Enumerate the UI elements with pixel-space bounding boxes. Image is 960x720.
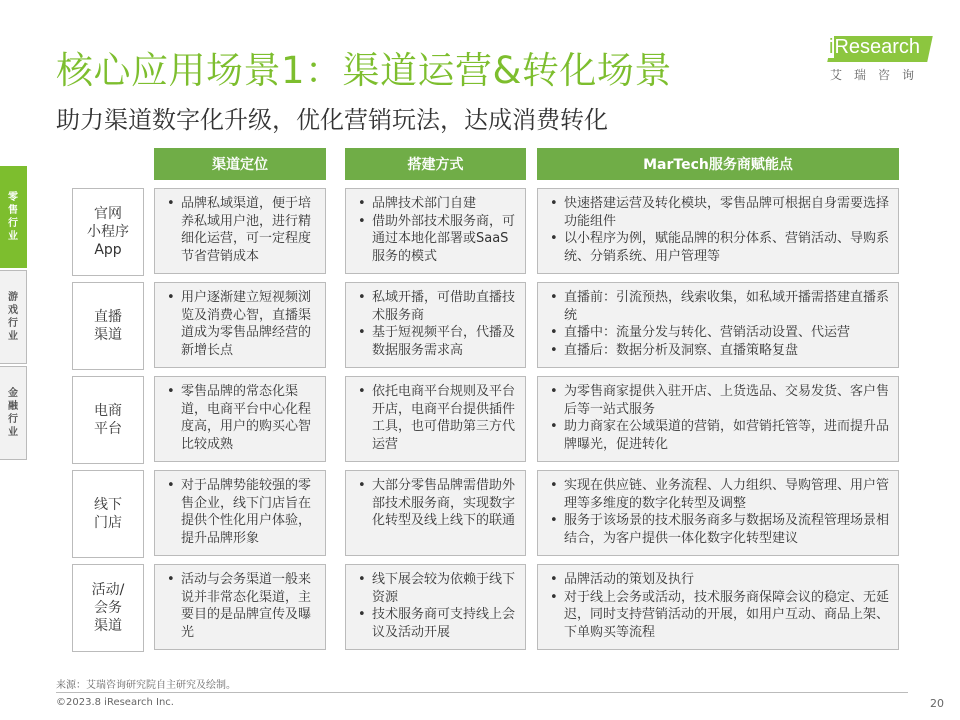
bullet-item: • 对于品牌势能较强的零售企业，线下门店旨在提供个性化用户体验，提升品牌形象 [181,477,319,547]
bullet-item: • 大部分零售品牌需借助外部技术服务商，实现数字化转型及线上线下的联通 [372,477,519,530]
footer-divider [56,692,908,693]
channel-position-cell [154,376,326,462]
iresearch-logo [824,30,934,86]
bullet-item: • 线下展会较为依赖于线下资源 [372,571,519,606]
channel-position-cell [154,564,326,650]
row-label-line: 门店 [94,515,122,531]
build-method-cell [345,470,526,556]
row-label-line: 渠道 [94,618,122,634]
bullet-item: • 以小程序为例，赋能品牌的积分体系、营销活动、导购系统、分销系统、用户管理等 [564,230,892,265]
martech-cell [537,470,899,556]
bullet-item: • 零售品牌的常态化渠道，电商平台中心化程度高，用户的购买心智比较成熟 [181,383,319,453]
row-label-line: 线下 [94,497,122,513]
row-label [72,376,144,464]
row-label-line: 渠道 [94,327,122,343]
build-method-cell [345,564,526,650]
bullet-item: • 私域开播，可借助直播技术服务商 [372,289,519,324]
martech-cell [537,282,899,368]
row-label [72,188,144,276]
bullet-item: • 直播后：数据分析及洞察、直播策略复盘 [564,342,892,360]
bullet-item: • 直播前：引流预热，线索收集，如私域开播需搭建直播系统 [564,289,892,324]
bullet-item: • 直播中：流量分发与转化、营销活动设置、代运营 [564,324,892,342]
page-subtitle: 助力渠道数字化升级，优化营销玩法，达成消费转化 [56,106,608,134]
row-label-line: 会务 [94,600,122,616]
row-label-line: 官网 [94,206,122,222]
logo-chinese-name: 艾瑞咨询 [830,68,927,82]
channel-position-cell [154,470,326,556]
side-tab-retail[interactable]: 零售行业 [0,166,27,268]
side-tab-finance[interactable]: 金融行业 [0,366,27,460]
bullet-item: • 助力商家在公域渠道的营销，如营销托管等，进而提升品牌曝光，促进转化 [564,418,892,453]
bullet-item: • 技术服务商可支持线上会议及活动开展 [372,606,519,641]
logo-brand: iResearch [829,36,921,58]
side-tab-gaming[interactable]: 游戏行业 [0,270,27,364]
channel-position-cell [154,282,326,368]
copyright: ©2023.8 iResearch Inc. [56,697,174,708]
bullet-item: • 服务于该场景的技术服务商多与数据场及流程管理场景相结合，为客户提供一体化数字化转型建议 [564,512,892,547]
industry-side-tabs [0,166,28,462]
page-title: 核心应用场景1：渠道运营&转化场景 [56,49,672,92]
bullet-item: • 快速搭建运营及转化模块，零售品牌可根据自身需要选择功能组件 [564,195,892,230]
martech-cell [537,564,899,650]
row-label [72,282,144,370]
bullet-item: • 品牌活动的策划及执行 [564,571,892,589]
row-label-line: 平台 [94,421,122,437]
header-build-method: 搭建方式 [345,148,526,180]
bullet-item: • 基于短视频平台，代播及数据服务需求高 [372,324,519,359]
bullet-item: • 借助外部技术服务商，可通过本地化部署或SaaS服务的模式 [372,213,519,266]
bullet-item: • 活动与会务渠道一般来说并非常态化渠道，主要目的是品牌宣传及曝光 [181,571,319,641]
source-note: 来源：艾瑞咨询研究院自主研究及绘制。 [56,680,236,691]
bullet-item: • 用户逐渐建立短视频浏览及消费心智，直播渠道成为零售品牌经营的新增长点 [181,289,319,359]
bullet-item: • 对于线上会务或活动，技术服务商保障会议的稳定、无延迟，同时支持营销活动的开展，如用户互动、商品上架、下单购买等流程 [564,589,892,642]
build-method-cell [345,376,526,462]
header-channel-position: 渠道定位 [154,148,326,180]
row-label [72,470,144,558]
bullet-item: • 为零售商家提供入驻开店、上货选品、交易发货、客户售后等一站式服务 [564,383,892,418]
channel-position-cell [154,188,326,274]
row-label-line: 小程序 [87,224,129,240]
page-number: 20 [930,697,944,710]
row-label-line: 活动/ [91,582,125,598]
row-label [72,564,144,652]
bullet-item: • 品牌技术部门自建 [372,195,519,213]
header-martech-enablement: MarTech服务商赋能点 [537,148,899,180]
bullet-item: • 品牌私域渠道，便于培养私域用户池，进行精细化运营，可一定程度节省营销成本 [181,195,319,265]
build-method-cell [345,282,526,368]
bullet-item: • 依托电商平台规则及平台开店，电商平台提供插件工具，也可借助第三方代运营 [372,383,519,453]
row-label-line: 电商 [94,403,122,419]
bullet-item: • 实现在供应链、业务流程、人力组织、导购管理、用户管理等多维度的数字化转型及调整 [564,477,892,512]
build-method-cell [345,188,526,274]
row-label-line: App [94,242,122,258]
row-label-line: 直播 [94,309,122,325]
martech-cell [537,188,899,274]
martech-cell [537,376,899,462]
